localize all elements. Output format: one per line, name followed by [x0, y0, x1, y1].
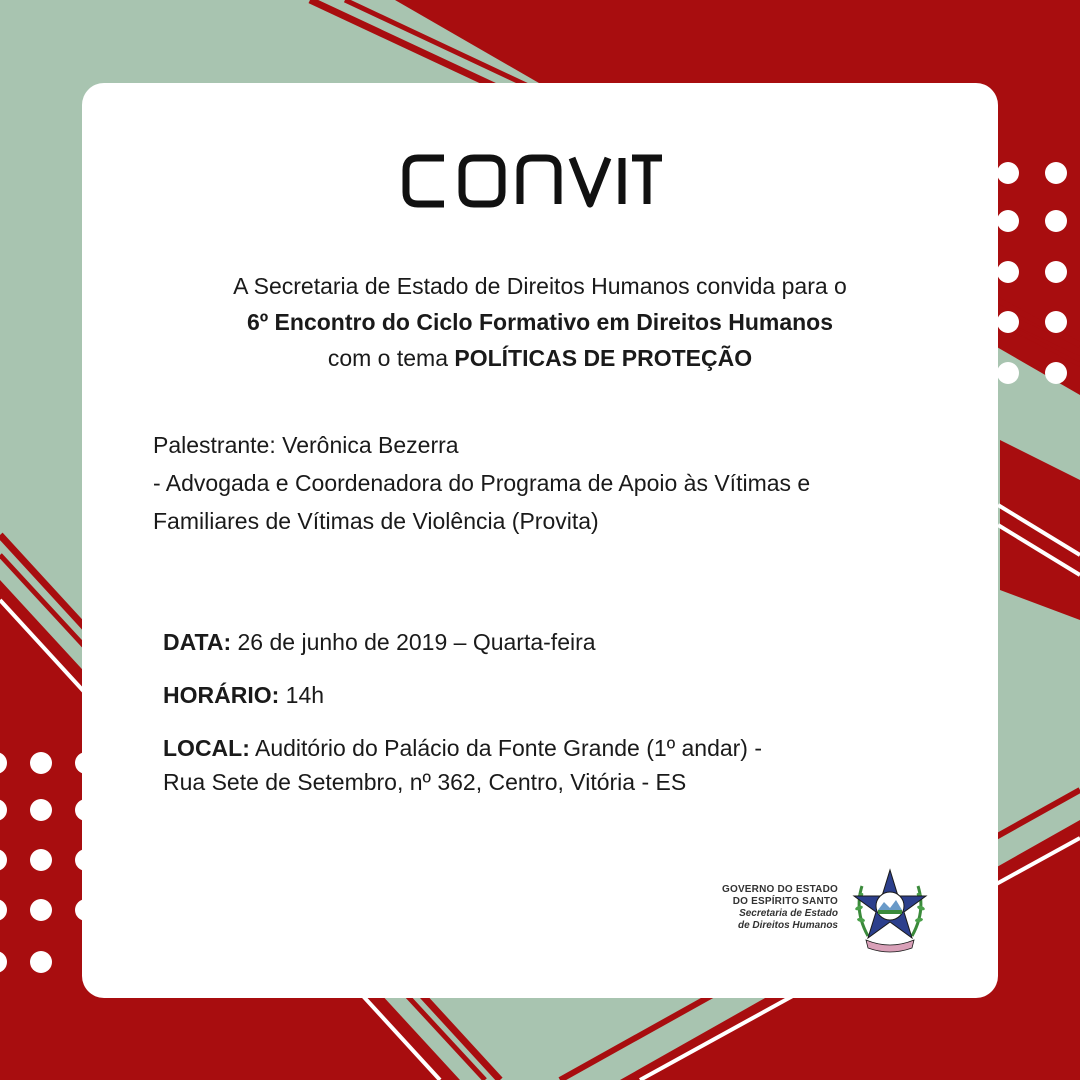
intro-line-1: A Secretaria de Estado de Direitos Humanos convida para o: [233, 273, 847, 299]
sec-line-2: de Direitos Humanos: [737, 920, 838, 931]
event-name: 6º Encontro do Ciclo Formativo em Direitos Humanos: [246, 309, 834, 335]
speaker-role-line-1: - Advogada e Coordenadora do Programa de Apoio às Vítimas e: [153, 470, 811, 496]
theme-name: POLÍTICAS DE PROTEÇÃO: [454, 345, 753, 371]
place-row: [163, 731, 963, 799]
invitation-title: [0, 150, 1080, 217]
state-coat-of-arms-icon: [848, 866, 932, 954]
theme-prefix: com o tema: [327, 345, 455, 371]
gov-line-1: GOVERNO DO ESTADO: [721, 884, 838, 895]
event-details: [163, 625, 963, 818]
time-label: HORÁRIO:: [163, 682, 280, 708]
date-label: DATA:: [163, 629, 232, 655]
intro-text: [0, 268, 1080, 376]
intro-line-3: [0, 340, 1080, 376]
gov-line-2: DO ESPÍRITO SANTO: [732, 896, 838, 907]
place-value-line-1: Auditório do Palácio da Fonte Grande (1º andar) -: [249, 735, 763, 761]
time-row: [163, 678, 963, 712]
date-row: [163, 625, 963, 659]
government-logo: [700, 862, 940, 962]
speaker-block: [153, 426, 953, 540]
logo-text: [700, 884, 838, 932]
place-label: LOCAL:: [163, 735, 250, 761]
date-value: 26 de junho de 2019 – Quarta-feira: [231, 629, 596, 655]
place-value-line-2: Rua Sete de Setembro, nº 362, Centro, Vitória - ES: [163, 769, 687, 795]
intro-line-2: [0, 304, 1080, 340]
sec-line-1: Secretaria de Estado: [739, 908, 838, 919]
time-value: 14h: [279, 682, 325, 708]
invitation-card: [82, 83, 998, 998]
speaker-name: Palestrante: Verônica Bezerra: [153, 432, 459, 458]
speaker-role-line-2: Familiares de Vítimas de Violência (Provita): [153, 508, 599, 534]
convite-wordmark: [400, 150, 680, 212]
